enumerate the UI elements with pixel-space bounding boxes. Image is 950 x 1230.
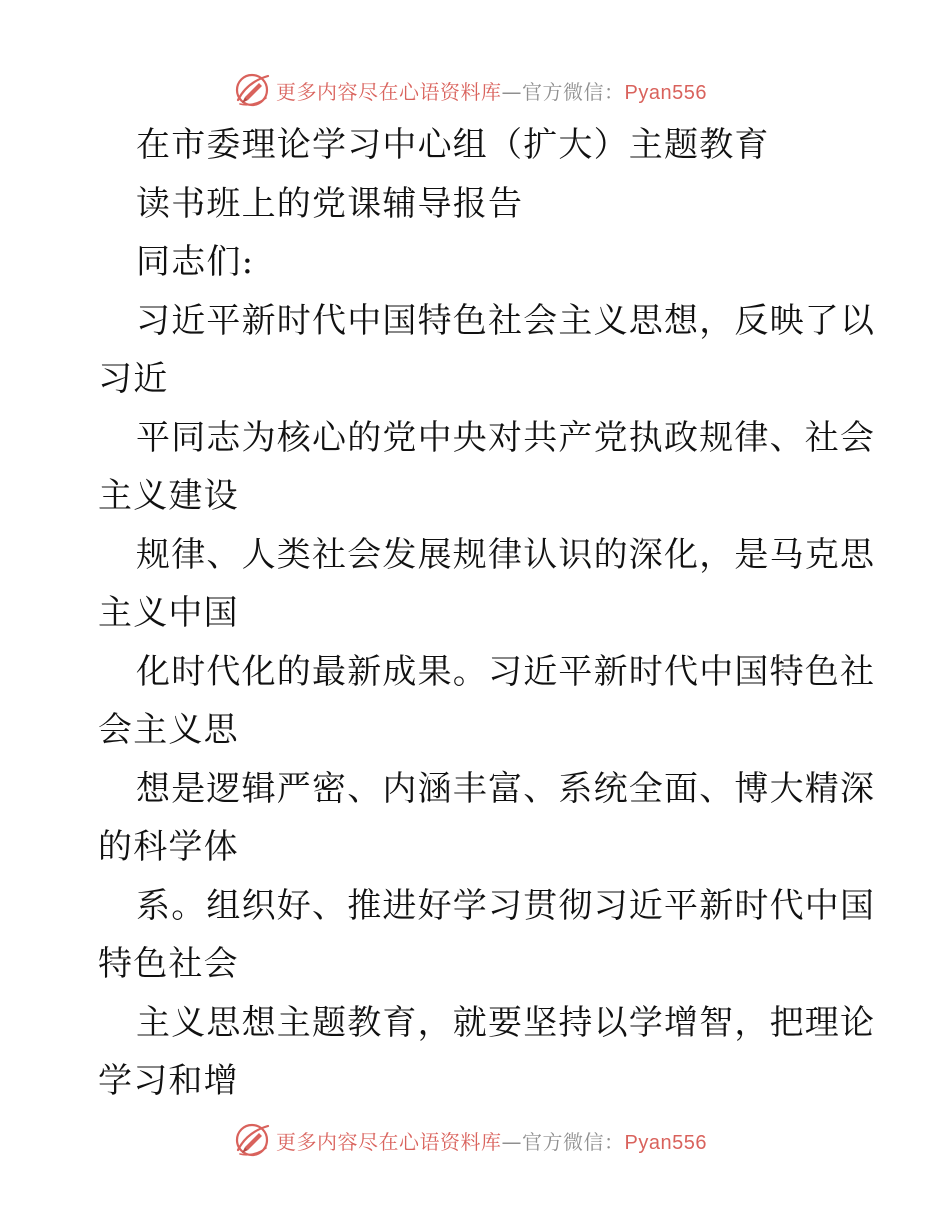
doc-text-line: 化时代化的最新成果。习近平新时代中国特色社	[136, 651, 876, 692]
watermark-dash: —	[501, 1129, 522, 1154]
watermark-official: 官方微信：	[522, 79, 625, 104]
pen-logo-icon	[232, 1120, 272, 1160]
watermark-wechat-id: Pyan556	[624, 1131, 707, 1154]
doc-text-line: 系。组织好、推进好学习贯彻习近平新时代中国	[136, 885, 876, 926]
doc-text-line: 特色社会	[98, 944, 239, 984]
footer-watermark-banner	[232, 1120, 707, 1160]
watermark-text	[276, 1126, 707, 1155]
doc-title-line-1: 在市委理论学习中心组（扩大）主题教育	[136, 125, 770, 165]
doc-text-line: 习近平新时代中国特色社会主义思想，反映了以	[136, 300, 876, 341]
doc-text-line: 主义中国	[98, 593, 239, 633]
doc-text-line: 会主义思	[98, 710, 239, 750]
doc-salutation: 同志们:	[136, 242, 255, 282]
header-watermark-banner	[232, 70, 707, 110]
doc-text-line: 规律、人类社会发展规律认识的深化，是马克思	[136, 534, 876, 575]
doc-text-line: 想是逻辑严密、内涵丰富、系统全面、博大精深	[136, 768, 876, 809]
doc-title-line-2: 读书班上的党课辅导报告	[136, 183, 524, 224]
watermark-official: 官方微信：	[522, 1129, 625, 1154]
watermark-main: 更多内容尽在心语资料库	[276, 79, 502, 104]
watermark-text	[276, 76, 707, 105]
doc-text-line: 主义建设	[98, 476, 239, 516]
watermark-main: 更多内容尽在心语资料库	[276, 1129, 502, 1154]
doc-text-line: 的科学体	[98, 827, 239, 867]
doc-text-line: 主义思想主题教育，就要坚持以学增智，把理论	[136, 1002, 876, 1043]
watermark-dash: —	[501, 79, 522, 104]
doc-text-line: 学习和增	[98, 1061, 239, 1101]
pen-logo-icon	[232, 70, 272, 110]
doc-text-line: 平同志为核心的党中央对共产党执政规律、社会	[136, 417, 876, 458]
document-body	[98, 116, 878, 1111]
doc-text-line: 习近	[98, 359, 169, 399]
watermark-wechat-id: Pyan556	[624, 81, 707, 104]
